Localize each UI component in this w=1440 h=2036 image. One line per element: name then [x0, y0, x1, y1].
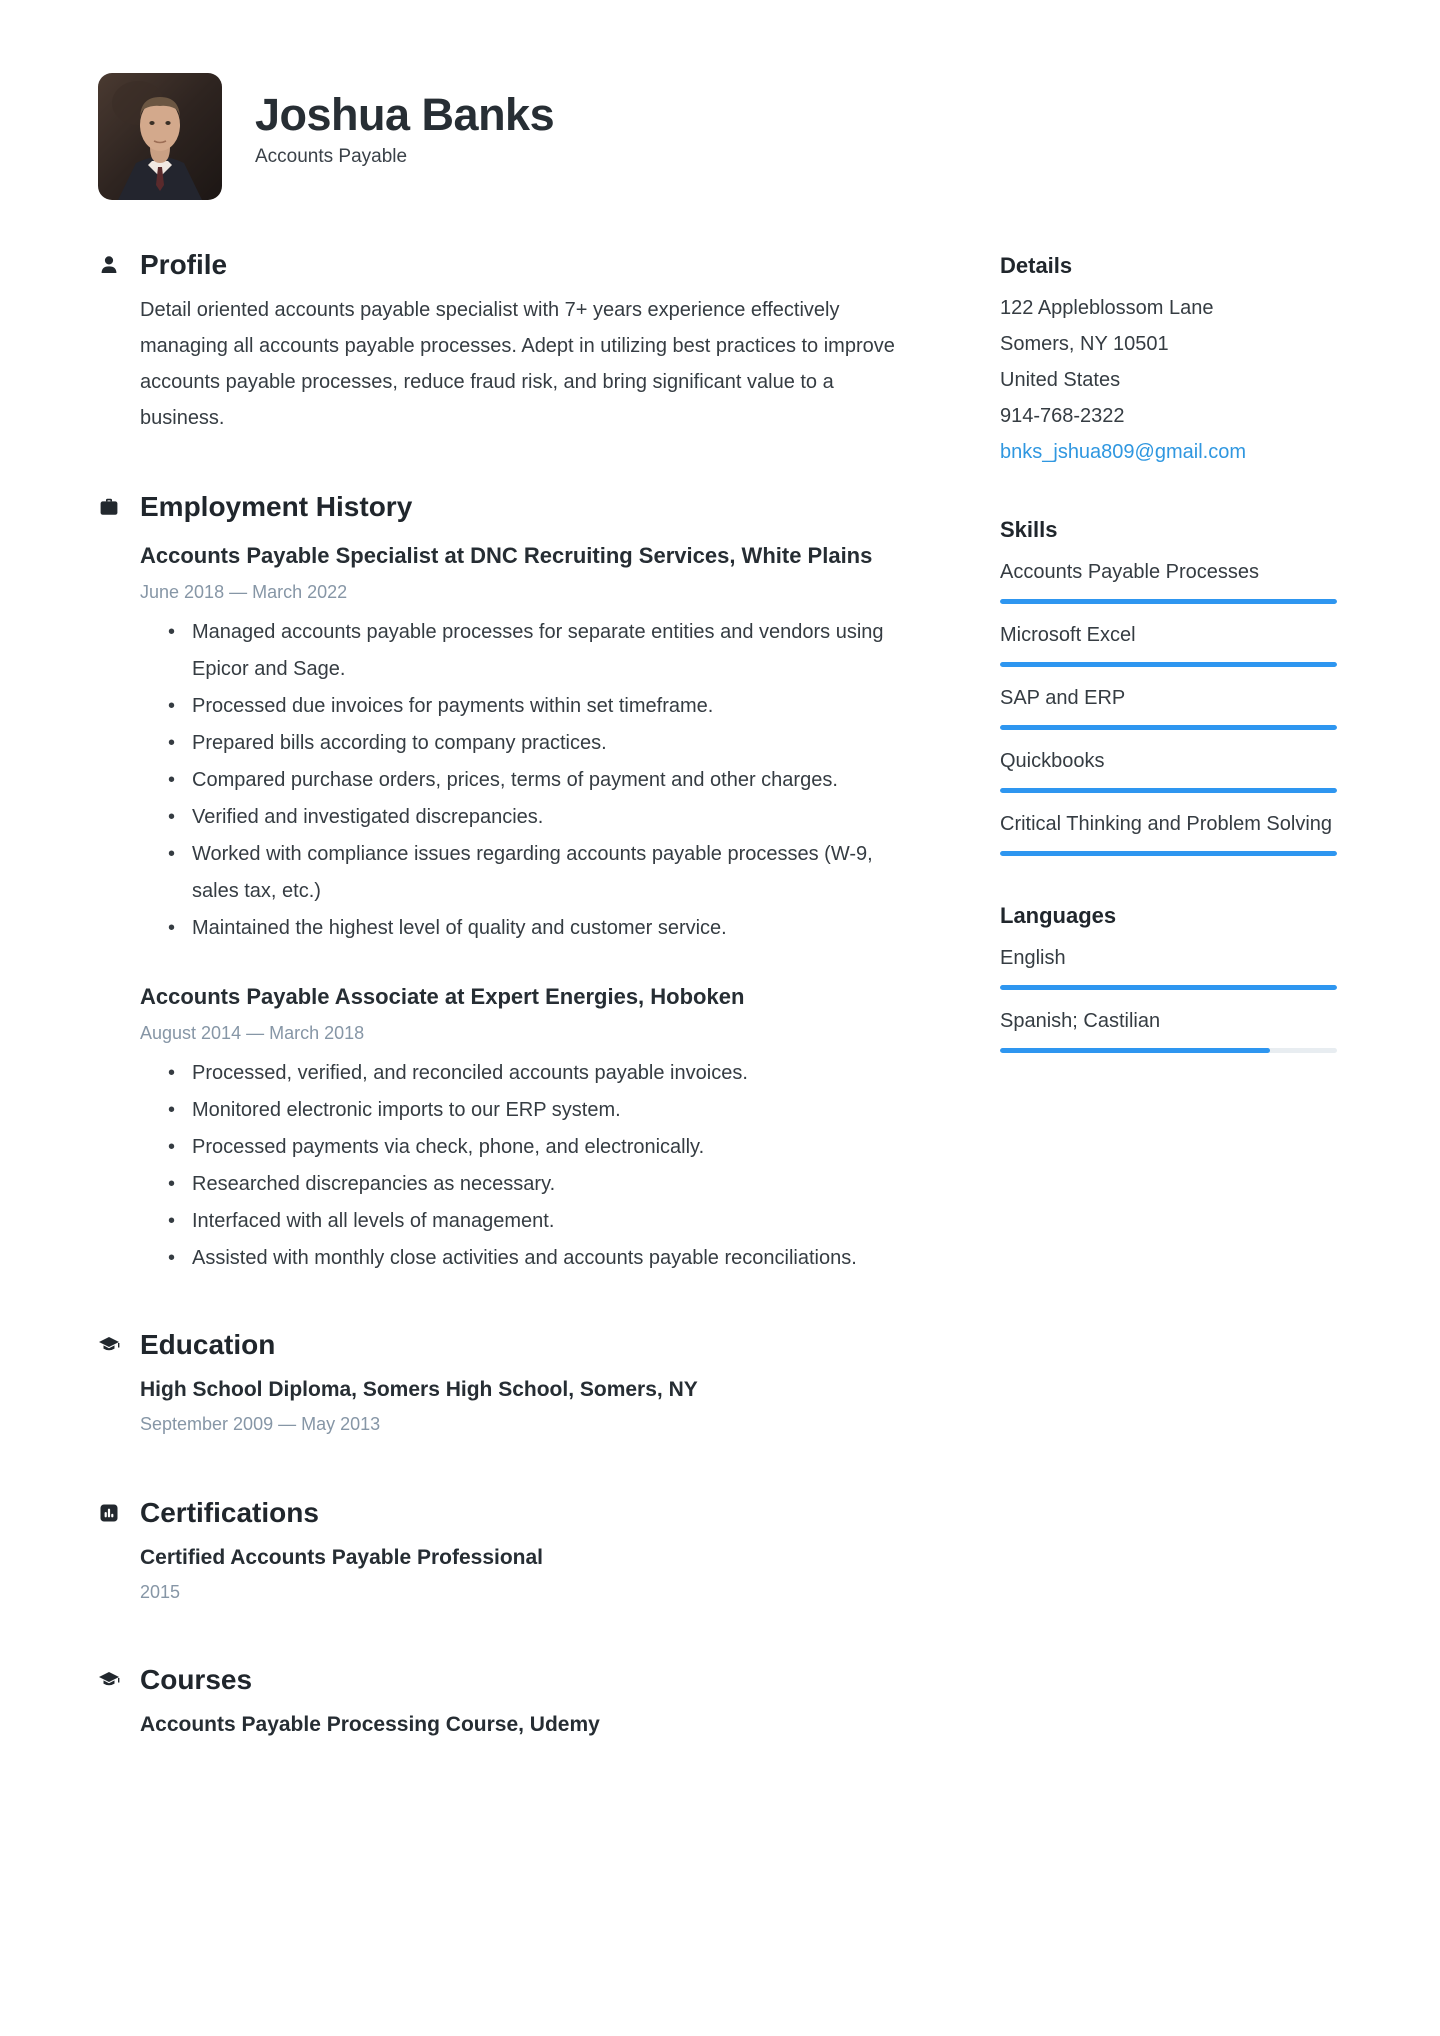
job-bullet: • Managed accounts payable processes for separate entities and vendors using Epicor and Sage.: [140, 614, 910, 688]
skill-meter-fill: [1000, 662, 1337, 667]
language-label: Spanish; Castilian: [1000, 1010, 1161, 1032]
skill-meter: [1000, 851, 1337, 856]
skill-label: Critical Thinking and Problem Solving: [1000, 813, 1333, 835]
job-dates: June 2018 — March 2022: [140, 582, 348, 602]
skill-meter-fill: [1000, 725, 1337, 730]
phone-number: 914-768-2322: [1000, 405, 1125, 427]
education-entry: [140, 1376, 910, 1434]
briefcase-icon: [98, 496, 120, 518]
skill-label: Microsoft Excel: [1000, 624, 1136, 646]
section-employment: [98, 492, 910, 1277]
language-meter: [1000, 985, 1337, 990]
education-heading: Education: [140, 1329, 276, 1360]
employment-heading: Employment History: [140, 491, 413, 522]
certifications-heading: Certifications: [140, 1497, 319, 1528]
job-entry: [140, 981, 910, 1277]
job-entry: [140, 540, 910, 947]
graduation-cap-icon: [98, 1334, 120, 1356]
language-meter-fill: [1000, 1048, 1270, 1053]
courses-heading-row: [98, 1665, 910, 1695]
languages-list: [1000, 943, 1337, 1053]
section-profile: [98, 250, 910, 436]
courses-heading: Courses: [140, 1664, 253, 1695]
skills-heading: Skills: [1000, 517, 1058, 542]
job-bullet: • Interfaced with all levels of management.: [140, 1203, 910, 1240]
skill-meter-fill: [1000, 851, 1337, 856]
skill-meter: [1000, 662, 1337, 667]
person-icon: [98, 254, 120, 276]
details-heading: Details: [1000, 253, 1073, 278]
sidebar: [1000, 252, 1337, 1069]
address-line: 122 Appleblossom Lane: [1000, 297, 1214, 319]
details-list: [1000, 290, 1337, 470]
certifications-heading-row: [98, 1498, 910, 1528]
skill-item: [1000, 683, 1337, 730]
job-bullet: • Compared purchase orders, prices, terms of payment and other charges.: [140, 762, 910, 799]
certification-dates: 2015: [140, 1582, 181, 1602]
skill-meter-fill: [1000, 599, 1337, 604]
skill-item: [1000, 746, 1337, 793]
job-title: Accounts Payable Associate at Expert Energies, Hoboken: [140, 984, 745, 1009]
course-entry: [140, 1711, 910, 1739]
person-job-title: Accounts Payable: [255, 146, 408, 167]
job-bullet-list: [140, 614, 910, 947]
skill-label: Quickbooks: [1000, 750, 1105, 772]
education-heading-row: [98, 1330, 910, 1360]
skill-meter: [1000, 599, 1337, 604]
profile-heading-row: [98, 250, 910, 280]
language-meter-fill: [1000, 985, 1337, 990]
education-degree: High School Diploma, Somers High School, Somers, NY: [140, 1378, 698, 1401]
section-education: [98, 1330, 910, 1434]
graduation-cap-icon: [98, 1669, 120, 1691]
skill-item: [1000, 557, 1337, 604]
job-dates: August 2014 — March 2018: [140, 1023, 365, 1043]
job-title: Accounts Payable Specialist at DNC Recruiting Services, White Plains: [140, 543, 873, 568]
language-meter: [1000, 1048, 1337, 1053]
skill-item: [1000, 620, 1337, 667]
job-bullet: • Researched discrepancies as necessary.: [140, 1166, 910, 1203]
main-column: [98, 0, 910, 1739]
job-bullet-list: [140, 1055, 910, 1277]
employment-heading-row: [98, 492, 910, 522]
section-courses: [98, 1665, 910, 1739]
certificate-chart-icon: [98, 1502, 120, 1524]
city-line: Somers, NY 10501: [1000, 333, 1169, 355]
job-bullet: • Assisted with monthly close activities and accounts payable reconciliations.: [140, 1240, 910, 1277]
language-item: [1000, 1006, 1337, 1053]
job-bullet: • Maintained the highest level of quality and customer service.: [140, 910, 910, 947]
skill-item: [1000, 809, 1337, 856]
name-block: [255, 73, 554, 168]
profile-heading: Profile: [140, 249, 228, 280]
resume-header: [98, 73, 910, 200]
skill-meter: [1000, 788, 1337, 793]
skill-meter-fill: [1000, 788, 1337, 793]
certification-entry: [140, 1544, 910, 1602]
job-bullet: • Processed, verified, and reconciled accounts payable invoices.: [140, 1055, 910, 1092]
job-bullet: • Worked with compliance issues regarding accounts payable processes (W-9, sales tax, etc.): [140, 836, 910, 910]
profile-summary: Detail oriented accounts payable specialist with 7+ years experience effectively managing all accounts payable processes. Adept in utilizing best practices to improve accounts payable processes, reduce fraud risk, and bring significant value to a business.: [140, 299, 895, 429]
skill-label: Accounts Payable Processes: [1000, 561, 1260, 583]
skill-meter: [1000, 725, 1337, 730]
languages-heading: Languages: [1000, 903, 1117, 928]
job-bullet: • Verified and investigated discrepancies.: [140, 799, 910, 836]
language-label: English: [1000, 947, 1066, 969]
course-title: Accounts Payable Processing Course, Udemy: [140, 1713, 600, 1736]
skill-label: SAP and ERP: [1000, 687, 1126, 709]
education-dates: September 2009 — May 2013: [140, 1414, 381, 1434]
job-bullet: • Processed due invoices for payments within set timeframe.: [140, 688, 910, 725]
job-bullet: • Monitored electronic imports to our ERP system.: [140, 1092, 910, 1129]
country-line: United States: [1000, 369, 1121, 391]
certification-title: Certified Accounts Payable Professional: [140, 1546, 544, 1569]
job-bullet: • Processed payments via check, phone, and electronically.: [140, 1129, 910, 1166]
skills-list: [1000, 557, 1337, 856]
job-bullet: • Prepared bills according to company practices.: [140, 725, 910, 762]
email-link[interactable]: bnks_jshua809@gmail.com: [1000, 441, 1246, 463]
person-name: Joshua Banks: [255, 89, 555, 140]
section-certifications: [98, 1498, 910, 1602]
profile-photo: [98, 73, 222, 200]
language-item: [1000, 943, 1337, 990]
